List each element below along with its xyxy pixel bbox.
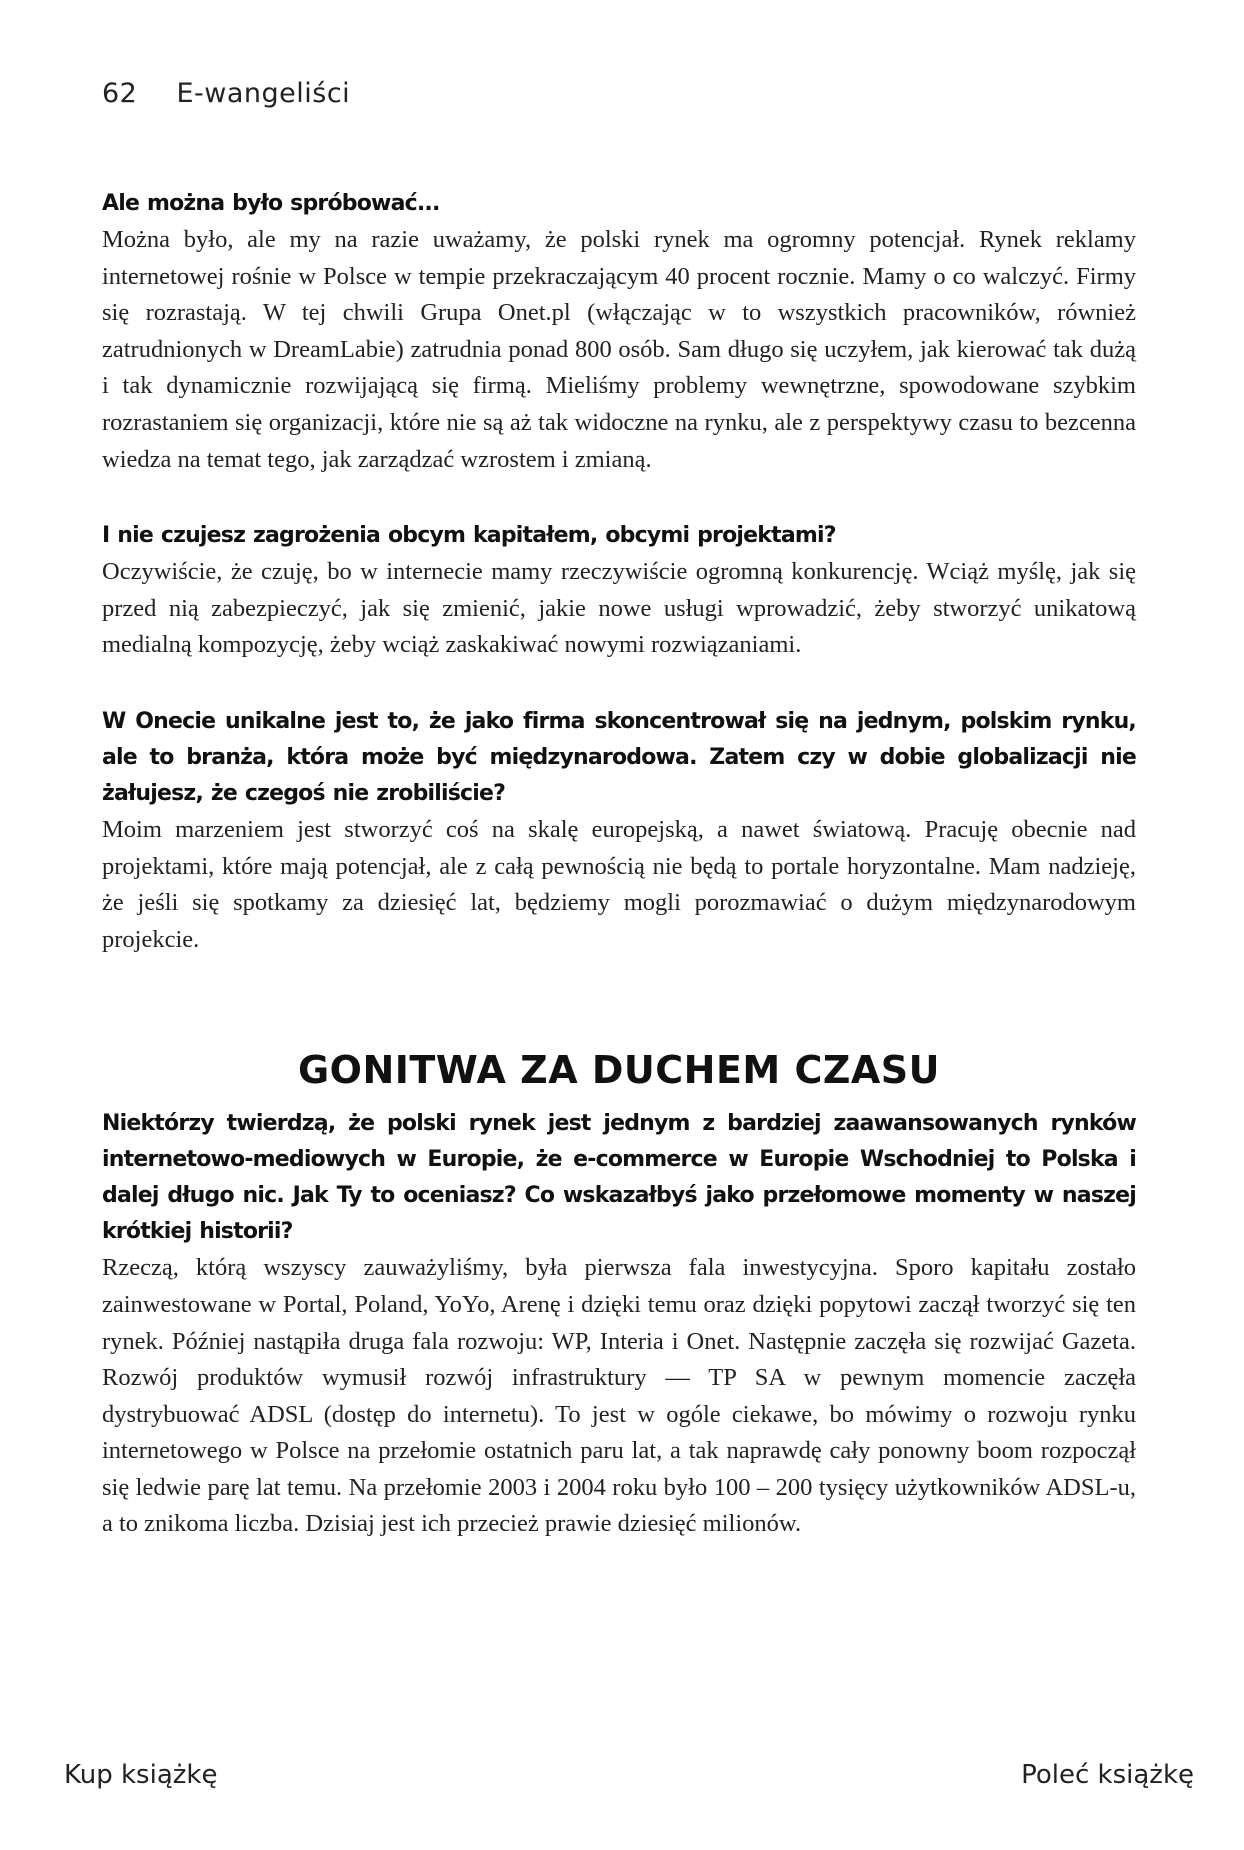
- interview-question: W Onecie unikalne jest to, że jako firma skoncentrował się na jednym, polskim rynku, ale to branża, która może być międzynarodowa. Zatem czy w dobie globalizacji nie żałujesz, że czegoś nie zrobiliście?: [102, 708, 1136, 806]
- page-number: 62: [102, 78, 138, 109]
- interview-question: Ale można było spróbować...: [102, 191, 440, 216]
- chapter-title: GONITWA ZA DUCHEM CZASU: [297, 1048, 941, 1093]
- running-title: E-wangeliści: [176, 78, 351, 109]
- page-header: [102, 78, 350, 109]
- buy-book-link[interactable]: Kup książkę: [64, 1760, 218, 1790]
- interview-answer: Oczywiście, że czuję, bo w internecie mamy rzeczywiście ogromną konkurencję. Wciąż myślę, jak się przed nią zabezpieczyć, jak się zmienić, jakie nowe usługi wprowadzić, żeby stworzyć unikatową medialną kompozycję, żeby wciąż zaskakiwać nowymi rozwiązaniami.: [102, 558, 1136, 659]
- interview-section: [102, 186, 1136, 478]
- page-content: [102, 186, 1136, 1543]
- interview-answer: Rzeczą, którą wszyscy zauważyliśmy, była pierwsza fala inwestycyjna. Sporo kapitału zostało zainwestowane w Portal, Poland, YoYo, Arenę i dzięki temu oraz dzięki popytowi zaczął tworzyć się ten rynek. Później nastąpiła druga fala rozwoju: WP, Interia i Onet. Następnie zaczęła się rozwijać Gazeta. Rozwój produktów wymusił rozwój infrastruktury — TP SA w pewnym momencie zaczęła dystrybuować ADSL (dostęp do internetu). To jest w ogóle ciekawe, bo mówimy o rozwoju rynku internetowego w Polsce na przełomie ostatnich paru lat, a tak naprawdę cały ponowny boom rozpoczął się ledwie parę lat temu. Na przełomie 2003 i 2004 roku było 100 – 200 tysięcy użytkowników ADSL-u, a to znikoma liczba. Dzisiaj jest ich przecież prawie dziesięć milionów.: [102, 1254, 1136, 1538]
- interview-answer: Można było, ale my na razie uważamy, że polski rynek ma ogromny potencjał. Rynek reklamy internetowej rośnie w Polsce w tempie przekraczającym 40 procent rocznie. Mamy o co walczyć. Firmy się rozrastają. W tej chwili Grupa Onet.pl (włączając w to wszystkich pracowników, również zatrudnionych w DreamLabie) zatrudnia ponad 800 osób. Sam długo się uczyłem, jak kierować tak dużą i tak dynamicznie rozwijającą się firmą. Mieliśmy problemy wewnętrzne, spowodowane szybkim rozrastaniem się organizacji, które nie są aż tak widoczne na rynku, ale z perspektywy czasu to bezcenna wiedza na temat tego, jak zarządzać wzrostem i zmianą.: [102, 226, 1136, 473]
- recommend-book-link[interactable]: Poleć książkę: [1021, 1760, 1194, 1790]
- interview-answer: Moim marzeniem jest stworzyć coś na skalę europejską, a nawet światową. Pracuję obecnie nad projektami, które mają potencjał, ale z całą pewnością nie będą to portale horyzontalne. Mam nadzieję, że jeśli się spotkamy za dziesięć lat, będziemy mogli porozmawiać o dużym międzynarodowym projekcie.: [102, 815, 1136, 953]
- interview-section: [102, 518, 1136, 664]
- interview-question: I nie czujesz zagrożenia obcym kapitałem, obcymi projektami?: [102, 523, 836, 549]
- interview-section: [102, 1106, 1136, 1543]
- interview-question: Niektórzy twierdzą, że polski rynek jest jednym z bardziej zaawansowanych rynków internetowo-mediowych w Europie, że e-commerce w Europie Wschodniej to Polska i dalej długo nic. Jak Ty to oceniasz? Co wskazałbyś jako przełomowe momenty w naszej krótkiej historii?: [102, 1111, 1136, 1245]
- interview-section: [102, 704, 1136, 958]
